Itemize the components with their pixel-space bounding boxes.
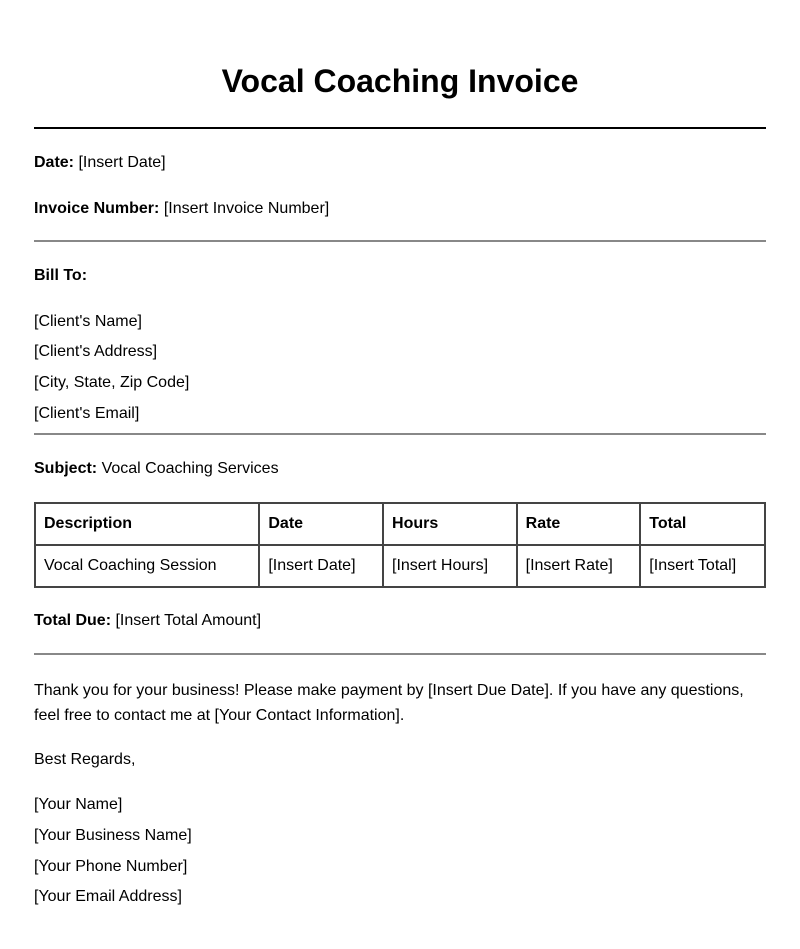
date-line bbox=[34, 153, 166, 173]
signature-email: [Your Email Address] bbox=[34, 888, 182, 905]
bill-to-heading bbox=[34, 266, 87, 286]
invoice-title: Vocal Coaching Invoice bbox=[221, 63, 579, 99]
total-due-line bbox=[34, 611, 261, 631]
invoice-number-line bbox=[34, 199, 329, 219]
services-table bbox=[34, 502, 766, 588]
table-header-row bbox=[35, 503, 765, 545]
subject-value: Vocal Coaching Services bbox=[101, 460, 279, 477]
closing-line: Best Regards, bbox=[34, 751, 136, 768]
cell-hours: [Insert Hours] bbox=[383, 545, 517, 587]
invoice-number-label: Invoice Number: bbox=[34, 200, 160, 217]
subject-line bbox=[34, 459, 279, 479]
title-divider bbox=[34, 127, 766, 129]
table-row bbox=[35, 545, 765, 587]
cell-description: Vocal Coaching Session bbox=[35, 545, 259, 587]
cell-rate: [Insert Rate] bbox=[517, 545, 641, 587]
invoice-number-value: [Insert Invoice Number] bbox=[163, 200, 330, 217]
column-header-rate: Rate bbox=[517, 503, 641, 545]
section-divider bbox=[34, 653, 766, 655]
client-name: [Client's Name] bbox=[34, 313, 142, 330]
column-header-description: Description bbox=[35, 503, 259, 545]
signature-business-name: [Your Business Name] bbox=[34, 827, 192, 844]
section-divider bbox=[34, 433, 766, 435]
thank-you-message: Thank you for your business! Please make payment by [Insert Due Date]. If you have any questions, feel free to contact me at [Your Contact Information]. bbox=[34, 682, 744, 724]
date-label: Date: bbox=[34, 154, 75, 171]
bill-to-label: Bill To: bbox=[34, 267, 88, 284]
client-address: [Client's Address] bbox=[34, 343, 158, 360]
column-header-date: Date bbox=[259, 503, 383, 545]
section-divider bbox=[34, 240, 766, 242]
total-due-value: [Insert Total Amount] bbox=[115, 612, 262, 629]
date-value: [Insert Date] bbox=[78, 154, 166, 171]
column-header-total: Total bbox=[640, 503, 765, 545]
signature-name: [Your Name] bbox=[34, 796, 123, 813]
column-header-hours: Hours bbox=[383, 503, 517, 545]
total-due-label: Total Due: bbox=[34, 612, 112, 629]
cell-date: [Insert Date] bbox=[259, 545, 383, 587]
subject-label: Subject: bbox=[34, 460, 98, 477]
signature-phone: [Your Phone Number] bbox=[34, 858, 188, 875]
client-city-state-zip: [City, State, Zip Code] bbox=[34, 374, 190, 391]
cell-total: [Insert Total] bbox=[640, 545, 765, 587]
client-email: [Client's Email] bbox=[34, 405, 140, 422]
